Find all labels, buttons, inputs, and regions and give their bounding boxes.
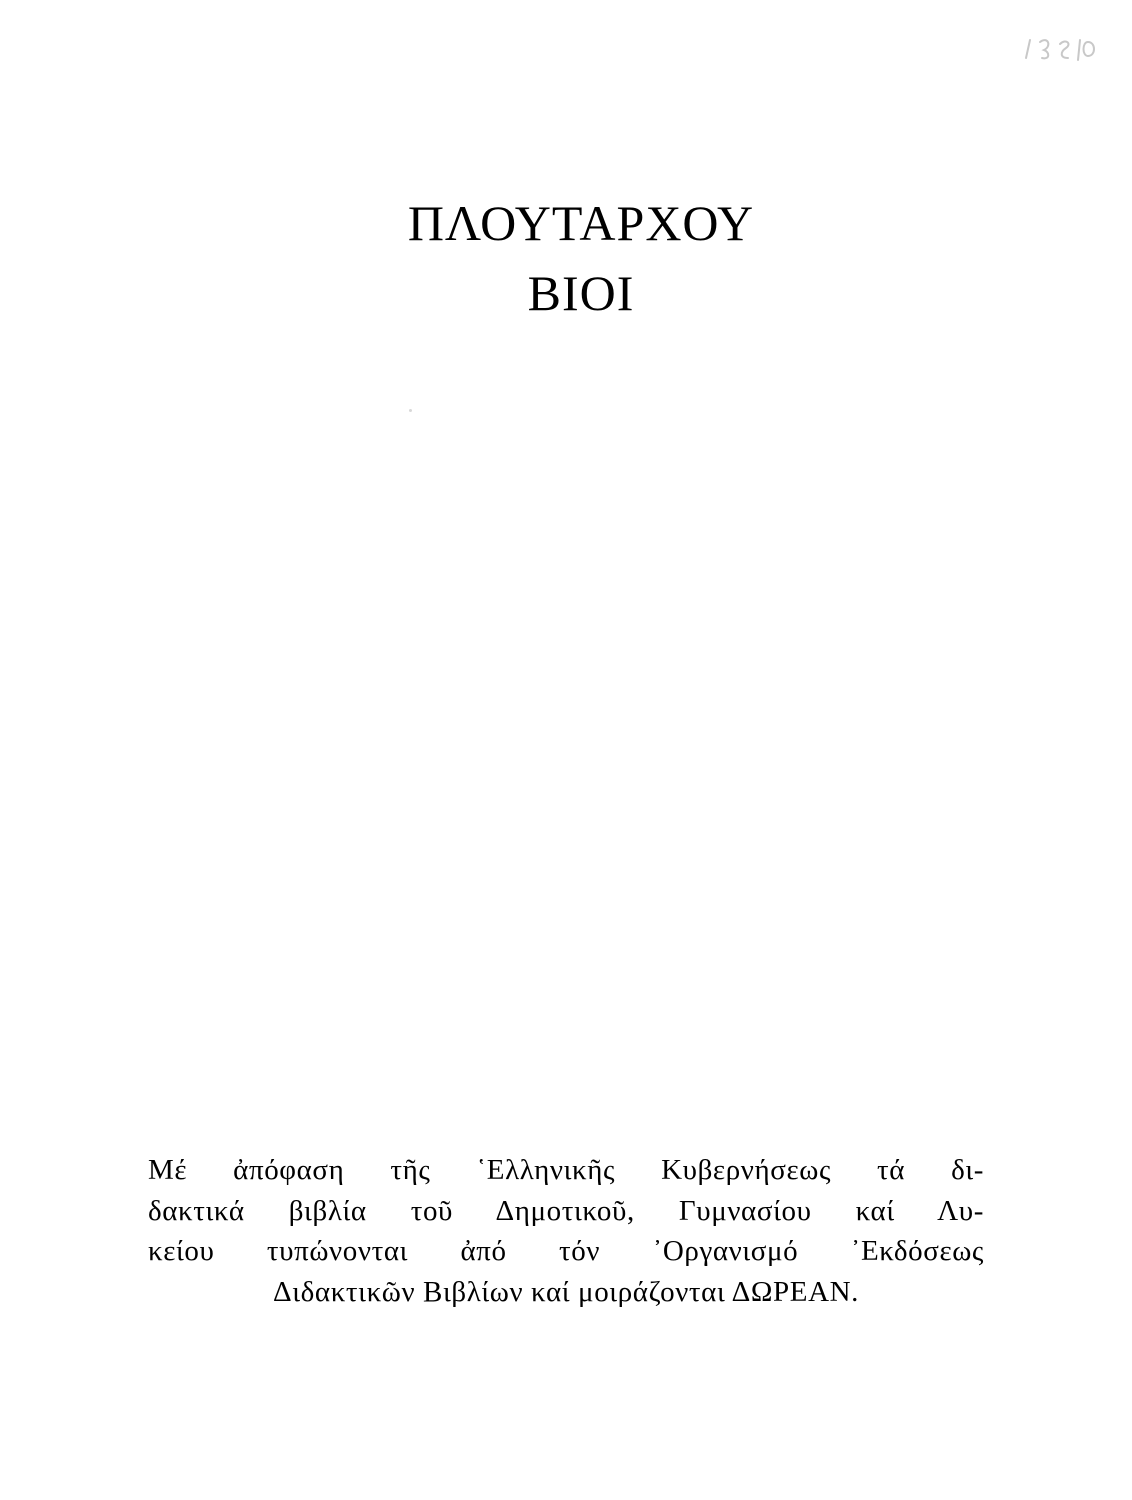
notice-line-2: δακτικά βιβλία τοῦ Δημοτικοῦ, Γυμνασίου καί Λυ- — [148, 1194, 984, 1227]
paper-speck — [409, 409, 412, 412]
pencil-annotation — [1020, 28, 1100, 68]
free-distribution-notice — [148, 1150, 984, 1312]
notice-line-1: Μέ ἀπόφαση τῆς ῾Ελληνικῆς Κυβερνήσεως τά δι- — [148, 1154, 984, 1186]
work-title: ΒΙΟΙ — [527, 265, 635, 321]
title-block — [0, 188, 1132, 328]
notice-line-3: κείου τυπώνονται ἀπό τόν ᾿Οργανισμό ᾿Εκδόσεως — [148, 1235, 984, 1267]
notice-line-4: Διδακτικῶν Βιβλίων καί μοιράζονται ΔΩΡΕΑΝ. — [273, 1275, 859, 1308]
author-title: ΠΛΟΥΤΑΡΧΟΥ — [407, 195, 755, 251]
